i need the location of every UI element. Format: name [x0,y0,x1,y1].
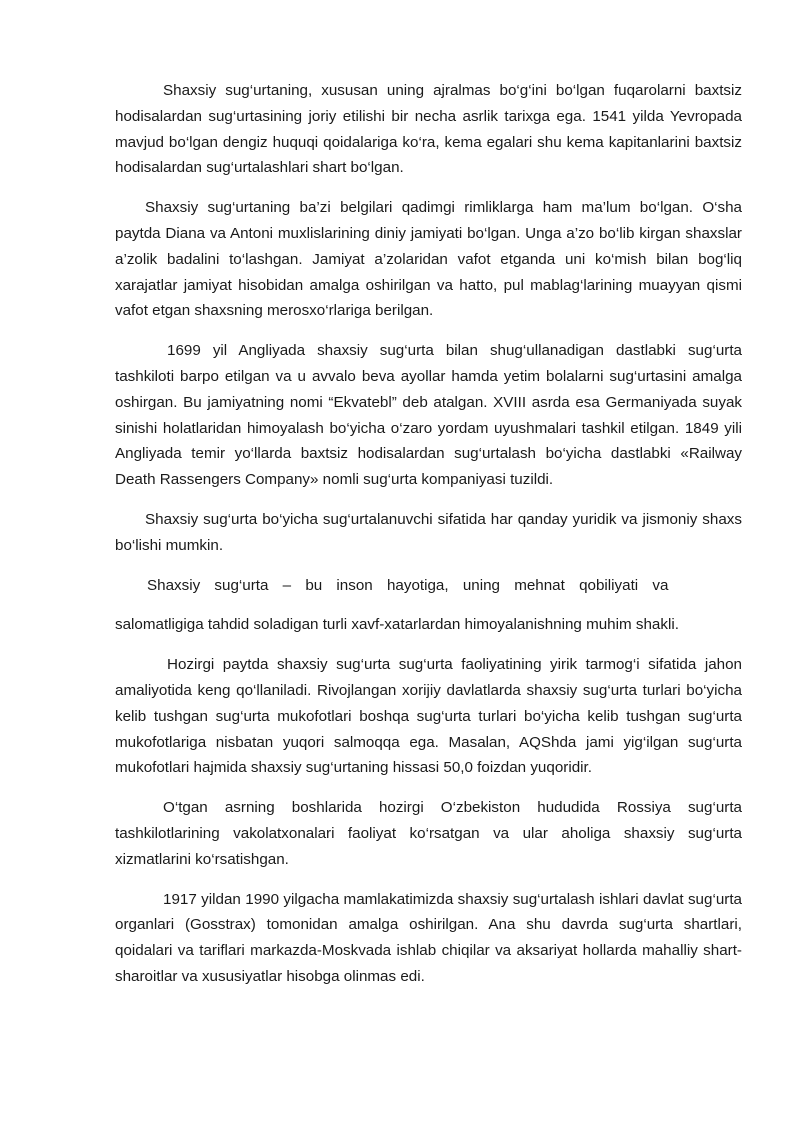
paragraph-definition-continuation: salomatligiga tahdid soladigan turli xavf-xatarlardan himoyalanishning muhim shakli. [115,616,679,634]
paragraph-soviet-period: 1917 yildan 1990 yilgacha mamlakatimizda shaxsiy sug‘urtalash ishlari davlat sug‘urta organlari (Gosstrax) tomonidan amalga oshirilgan. Ana shu davrda sug‘urta shartlari, qoidalari va tariflari markazda-Moskvada ishlab chiqilar va aksariyat hollarda mahalliy shart-sharoitlar va xususiyatlar hisobga olinmas edi. [115,890,742,985]
paragraph-england-1699: 1699 yil Angliyada shaxsiy sug‘urta bilan shug‘ullanadigan dastlabki sug‘urta tashkiloti barpo etilgan va u avvalo beva ayollar hamda yetim bolalarni sug‘urtasini amalga oshirgan. Bu jamiyatning nomi “Ekvatebl” deb atalgan. XVIII asrda esa Germaniyada suyak sinishi holatlaridan himoyalash bo‘yicha o‘zaro yordam uyushmalari tashkil etilgan. 1849 yili Angliyada temir yo‘llarda baxtsiz hodisalardan sug‘urtalash bo‘yicha dastlabki «Railway Death Rassengers Company» nomli sug‘urta kompaniyasi tuzildi. [115,342,742,489]
paragraph-insured-parties: Shaxsiy sug‘urta bo‘yicha sug‘urtalanuvchi sifatida har qanday yuridik va jismoniy shaxs bo‘lishi mumkin. [115,510,742,554]
paragraph-roman-origins: Shaxsiy sug‘urtaning ba’zi belgilari qadimgi rimliklarga ham ma’lum bo‘lgan. O‘sha paytda Diana va Antoni muxlislarining diniy jamiyati bo‘lgan. Unga a’zo bo‘lib kirgan shaxslar a’zolik badalini to‘lashgan. Jamiyat a’zolaridan vafot etganda uni ko‘mish bilan bog‘liq xarajatlar jamiyat hisobidan amalga oshirilgan va hatto, pul mablag‘larining muayyan qismi vafot etgan shaxsning merosxo‘rlariga berilgan. [115,199,742,320]
paragraph-history-intro: Shaxsiy sug‘urtaning, xususan uning ajralmas bo‘g‘ini bo‘lgan fuqarolarni baxtsiz hodisalardan sug‘urtasining joriy etilishi bir necha asrlik tarixga ega. 1541 yilda Yevropada mavjud bo‘lgan dengiz huquqi qoidalariga ko‘ra, kema egalari shu kema kapitanlarini baxtsiz hodisalardan sug‘urtalashlari shart bo‘lgan. [115,82,742,177]
paragraph-current-practice: Hozirgi paytda shaxsiy sug‘urta sug‘urta faoliyatining yirik tarmog‘i sifatida jahon amaliyotida keng qo‘llaniladi. Rivojlangan xorijiy davlatlarda shaxsiy sug‘urta turlari bo‘yicha kelib tushgan sug‘urta mukofotlari boshqa sug‘urta turlari bo‘yicha kelib tushgan sug‘urta mukofotlariga nisbatan yuqori salmoqqa ega. Masalan, AQShda jami yig‘ilgan sug‘urta mukofotlari hajmida shaxsiy sug‘urtaning hissasi 50,0 foizdan yuqoridir. [115,656,742,777]
paragraph-uzbekistan-history: O‘tgan asrning boshlarida hozirgi O‘zbekiston hududida Rossiya sug‘urta tashkilotlarining vakolatxonalari faoliyat ko‘rsatgan va ular aholiga shaxsiy sug‘urta xizmatlarini ko‘rsatishgan. [115,799,742,868]
paragraph-definition-line: Shaxsiy sug‘urta – bu inson hayotiga, uning mehnat qobiliyati va [147,576,669,594]
